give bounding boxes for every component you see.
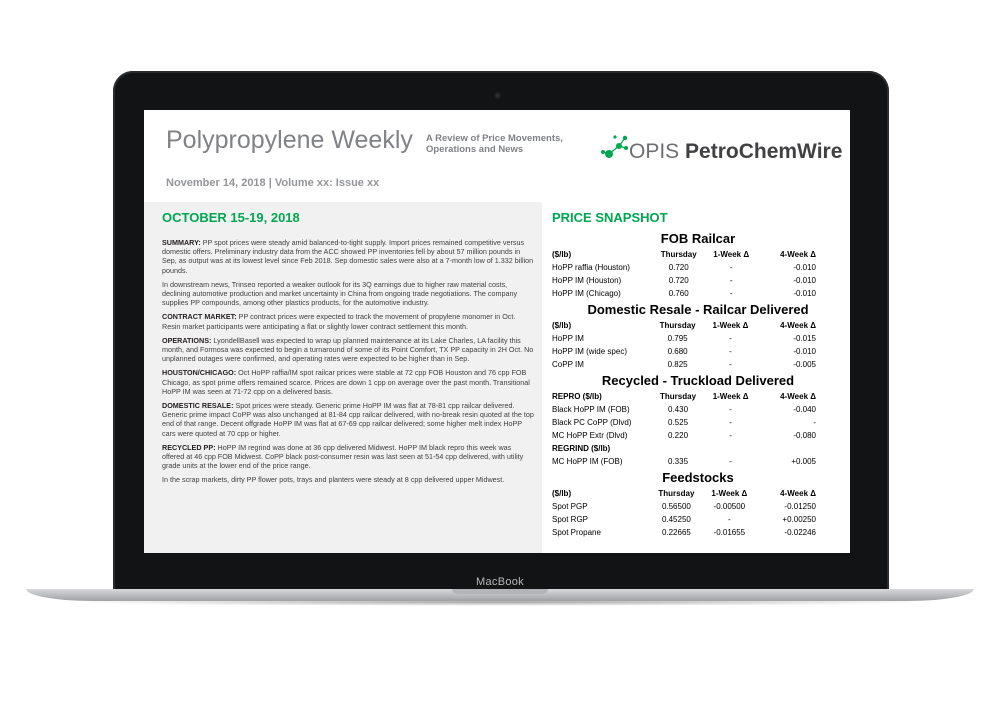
week-heading: OCTOBER 15-19, 2018 [162, 210, 300, 225]
article-body [162, 238, 534, 490]
paragraph-text: Oct HoPP raffia/IM spot railcar prices were stable at 72 cpp FOB Houston and 76 cpp FOB Chicago, as spot prime offers remained scarce. Prices are down 1 cpp on average over the past month. Transitional HoPP IM was seen at 71-72 cpp on a delivered basis. [162, 368, 530, 396]
price-cell: 0.795 [667, 334, 688, 343]
paragraph-text: In downstream news, Trinseo reported a weaker outlook for its 3Q earnings due to higher raw material costs, declining automotive production and market uncertainty in China from ongoing trade negotiations. The company supplies PP compounds, among other plastics products, for the automotive industry. [162, 279, 518, 308]
row-label: ($/lb) [552, 489, 572, 498]
newsletter-title: Polypropylene Weekly [166, 126, 413, 154]
paragraph-lead: RECYCLED PP: [162, 442, 216, 452]
article-paragraph [162, 336, 534, 364]
row-label: HoPP IM (Houston) [552, 276, 622, 285]
price-cell: +0.005 [791, 457, 816, 466]
paragraph-text: Spot prices were steady. Generic prime HoPP IM was flat at 78-81 cpp railcar delivered. Generic prime impact CoPP was also unchanged at 81-84 cpp railcar delivered, with no-break resin quoted at the top end of that range. Decent offgrade HoPP IM was flat at 67-69 cpp railcar delivered; some higher melt index HoPP cars were quoted at 70 cpp or higher. [162, 401, 534, 438]
newsletter-tagline: A Review of Price Movements, Operations and News [426, 133, 563, 155]
row-label: HoPP IM (Chicago) [552, 289, 621, 298]
paragraph-lead: OPERATIONS: [162, 335, 212, 345]
row-label: Spot Propane [552, 528, 601, 537]
row-label: ($/lb) [552, 321, 572, 330]
price-snapshot-column [542, 202, 850, 553]
price-cell: - [813, 418, 816, 427]
table-row [552, 526, 842, 539]
article-paragraph [162, 443, 534, 471]
price-cell: -0.015 [793, 334, 816, 343]
table-row [552, 332, 842, 345]
price-cell: -0.01655 [713, 528, 746, 537]
price-table [552, 319, 842, 371]
table-row [552, 274, 842, 287]
molecule-icon [599, 132, 631, 168]
price-cell: - [729, 347, 732, 356]
price-table [552, 248, 842, 300]
table-row [552, 513, 842, 526]
article-paragraph [162, 368, 534, 396]
row-label: MC HoPP IM (FOB) [552, 457, 623, 466]
paragraph-text: In the scrap markets, dirty PP flower pots, trays and planters were steady at 8 cpp delivered upper Midwest. [162, 475, 505, 485]
paragraph-text: HoPP IM regrind was done at 36 cpp delivered Midwest. HoPP IM black repro this week was offered at 46 cpp FOB Midwest. CoPP black post-consumer resin was last seen at 51-54 cpp delivered, with utility grade units at the lower end of the price range. [162, 442, 524, 471]
row-label: Black HoPP IM (FOB) [552, 405, 630, 414]
table-row [552, 429, 842, 442]
article-column [144, 202, 542, 553]
table-row [552, 416, 842, 429]
table-subheader: REGRIND ($/lb) [552, 444, 611, 453]
paragraph-lead: DOMESTIC RESALE: [162, 401, 234, 411]
price-cell: -0.080 [793, 431, 816, 440]
price-cell: -0.01250 [784, 502, 816, 511]
price-cell: - [729, 418, 732, 427]
price-cell: -0.010 [793, 276, 816, 285]
table-row [552, 455, 842, 468]
price-cell: 1-Week Δ [712, 321, 749, 330]
article-paragraph [162, 280, 534, 308]
price-cell: +0.00250 [782, 515, 816, 524]
opis-logo [599, 132, 843, 172]
row-label: Spot RGP [552, 515, 589, 524]
price-cell: -0.010 [793, 263, 816, 272]
laptop-notch [452, 589, 548, 594]
table-row [552, 403, 842, 416]
price-cell: 0.825 [667, 360, 688, 369]
price-cell: 4-Week Δ [780, 250, 816, 259]
price-cell: Thursday [660, 250, 697, 259]
row-label: Spot PGP [552, 502, 588, 511]
price-table-title: Domestic Resale - Railcar Delivered [587, 302, 809, 317]
price-cell: 0.760 [668, 289, 689, 298]
price-cell: 4-Week Δ [780, 321, 816, 330]
table-header-row [552, 319, 842, 332]
logo-text [629, 140, 842, 164]
table-header-row [552, 487, 842, 500]
price-table [552, 390, 842, 468]
price-cell: -0.02246 [784, 528, 816, 537]
price-cell: - [729, 263, 733, 272]
brand-label: MacBook [476, 576, 524, 588]
price-cell: - [728, 515, 731, 524]
paragraph-text: LyondellBasell was expected to wrap up planned maintenance at its Lake Charles, LA facility this month, and Formosa was expected to begin a turnaround of some of its Point Comfort, TX PP capacity in 2H Oct. No unplanned outages were confirmed, and operating rates were expected to be higher than in Sep. [162, 335, 534, 364]
price-cell: - [729, 289, 733, 298]
price-cell: -0.040 [793, 405, 816, 414]
row-label: MC HoPP Extr (Dlvd) [552, 431, 628, 440]
table-row [552, 358, 842, 371]
paragraph-lead: CONTRACT MARKET: [162, 312, 237, 322]
paragraph-lead: SUMMARY: [162, 238, 201, 247]
row-label: HoPP raffia (Houston) [552, 263, 630, 272]
row-label: REPRO ($/lb) [552, 392, 602, 401]
laptop-screen [144, 110, 850, 553]
newsletter-header [144, 110, 850, 202]
logo-text-opis: OPIS [629, 140, 680, 163]
article-paragraph [162, 312, 534, 330]
price-cell: - [729, 431, 732, 440]
price-cell: 4-Week Δ [780, 489, 816, 498]
snapshot-heading: PRICE SNAPSHOT [552, 210, 668, 225]
row-label: HoPP IM [552, 334, 584, 343]
table-header-row [552, 390, 842, 403]
price-cell: - [729, 405, 732, 414]
price-cell: 0.22665 [661, 528, 691, 537]
price-cell: -0.005 [793, 360, 816, 369]
table-row [552, 500, 842, 513]
price-table [552, 487, 842, 539]
paragraph-text: PP spot prices were steady amid balanced-to-tight supply. Import prices remained competitive versus domestic offers. Preliminary industry data from the ACC showed PP inventories fell by about 57 million pounds in Sep, as output was at its lowest level since Feb 2018. Sep domestic sales were also at a 7-month low of 1.332 billion pounds. [162, 238, 534, 275]
price-cell: Thursday [660, 392, 697, 401]
article-paragraph [162, 475, 534, 484]
price-table-title: Recycled - Truckload Delivered [601, 373, 795, 388]
table-row [552, 261, 842, 274]
logo-text-petrochemwire: PetroChemWire [685, 140, 843, 163]
paragraph-lead: HOUSTON/CHICAGO: [162, 368, 237, 378]
price-cell: 0.720 [668, 263, 689, 272]
price-cell: 0.335 [668, 457, 689, 466]
price-cell: -0.00500 [713, 502, 746, 511]
price-cell: 4-Week Δ [780, 392, 816, 401]
camera-icon [494, 92, 501, 99]
table-row [552, 287, 842, 300]
price-cell: 0.45250 [661, 515, 691, 524]
price-cell: 0.220 [668, 431, 689, 440]
row-label: CoPP IM [552, 360, 584, 369]
price-cell: 0.525 [668, 418, 689, 427]
table-subheader-row [552, 442, 842, 455]
row-label: Black PC CoPP (Dlvd) [552, 418, 632, 427]
price-cell: - [729, 457, 732, 466]
table-header-row [552, 248, 842, 261]
price-cell: 1-Week Δ [712, 392, 749, 401]
price-table-title: FOB Railcar [660, 231, 736, 246]
price-cell: 0.430 [668, 405, 689, 414]
price-table-title: Feedstocks [662, 470, 734, 485]
price-tables [552, 229, 844, 539]
price-cell: Thursday [658, 489, 695, 498]
issue-line: November 14, 2018 | Volume xx: Issue xx [166, 177, 380, 189]
price-cell: - [729, 276, 733, 285]
table-row [552, 345, 842, 358]
article-paragraph [162, 238, 534, 275]
price-cell: -0.010 [793, 289, 816, 298]
row-label: ($/lb) [552, 250, 572, 259]
price-cell: 0.680 [667, 347, 688, 356]
price-cell: 1-Week Δ [713, 250, 750, 259]
paragraph-text: PP contract prices were expected to track the movement of propylene monomer in Oct. Resin market participants were anticipating a flat or slightly lower contract settlement this month. [162, 312, 516, 331]
price-cell: 0.56500 [661, 502, 691, 511]
price-cell: - [729, 334, 732, 343]
price-cell: Thursday [659, 321, 696, 330]
price-cell: 1-Week Δ [711, 489, 748, 498]
row-label: HoPP IM (wide spec) [552, 347, 627, 356]
price-cell: 0.720 [668, 276, 689, 285]
article-paragraph [162, 401, 534, 438]
price-cell: -0.010 [793, 347, 816, 356]
price-cell: - [729, 360, 732, 369]
